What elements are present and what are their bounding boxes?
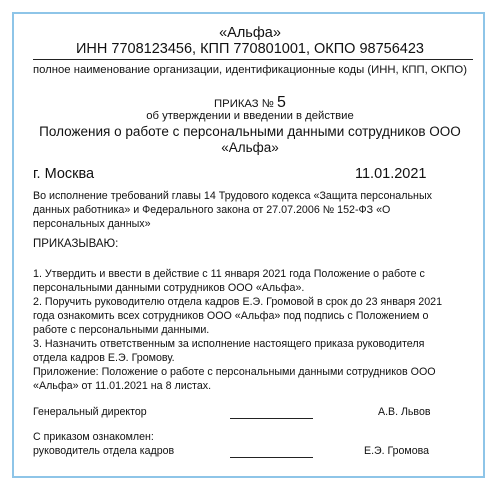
item-line: 1. Утвердить и ввести в действие с 11 января 2021 года Положение о работе с — [33, 268, 425, 280]
org-name: «Альфа» — [219, 25, 281, 41]
order-subtitle: об утверждении и введении в действие — [146, 110, 354, 122]
orders-heading: ПРИКАЗЫВАЮ: — [33, 238, 119, 250]
preamble-line: Во исполнение требований главы 14 Трудового кодекса «Защита персональных — [33, 190, 432, 202]
order-number: 5 — [277, 94, 286, 111]
ack-label: С приказом ознакомлен: — [33, 431, 154, 443]
item-line: 2. Поручить руководителю отдела кадров Е.Э. Громовой в срок до 23 января 2021 — [33, 296, 443, 308]
order-name-line2: «Альфа» — [221, 140, 279, 155]
preamble — [33, 189, 473, 231]
order-title-prefix: ПРИКАЗ № — [214, 98, 274, 110]
item-line: работе с персональными данными. — [33, 324, 210, 336]
appendix — [33, 365, 473, 393]
org-ids: ИНН 7708123456, КПП 770801001, ОКПО 98756423 — [75, 41, 424, 57]
item-line: года ознакомить всех сотрудников ООО «Альфа» под подпись с Положением о — [33, 310, 429, 322]
order-name-line1: Положения о работе с персональными данными сотрудников ООО — [39, 124, 461, 139]
order-date: 11.01.2021 — [355, 166, 427, 182]
director-signature-line — [230, 418, 313, 419]
hr-title: руководитель отдела кадров — [33, 445, 175, 457]
item-line: 3. Назначить ответственным за исполнение настоящего приказа руководителя — [33, 338, 425, 350]
org-underline — [33, 59, 473, 60]
hr-signature-line — [230, 457, 313, 458]
item-line: персональными данными сотрудников ООО «Альфа». — [33, 282, 305, 294]
preamble-line: данных работника» и Федерального закона от 27.07.2006 № 152-ФЗ «О — [33, 204, 391, 216]
item-line: отдела кадров Е.Э. Громову. — [33, 352, 175, 364]
director-title: Генеральный директор — [33, 406, 147, 418]
appendix-line: «Альфа» от 11.01.2021 на 8 листах. — [33, 380, 212, 392]
org-caption: полное наименование организации, идентификационные коды (ИНН, КПП, ОКПО) — [33, 64, 467, 76]
preamble-line: персональных данных» — [33, 218, 151, 230]
appendix-line: Приложение: Положение о работе с персональными данными сотрудников ООО — [33, 366, 436, 378]
director-name: А.В. Львов — [378, 406, 431, 418]
hr-name: Е.Э. Громова — [364, 445, 430, 457]
order-city: г. Москва — [33, 166, 95, 182]
order-items — [33, 267, 473, 365]
